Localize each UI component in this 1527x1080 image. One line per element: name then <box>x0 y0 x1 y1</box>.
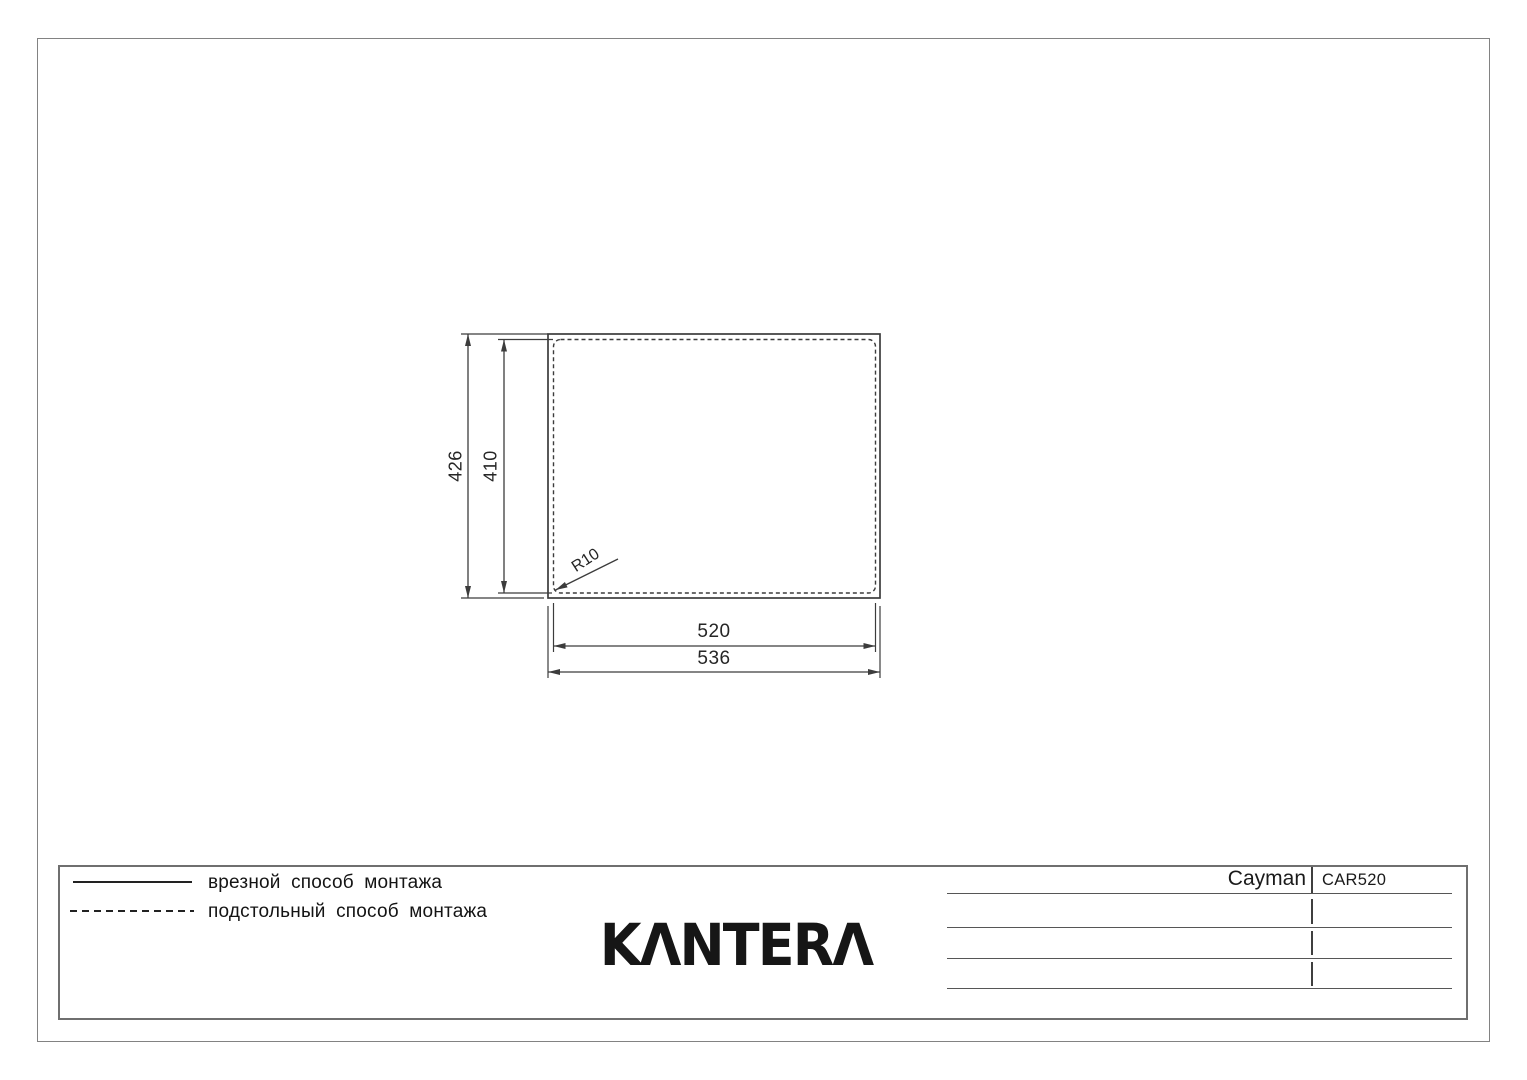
title-block-rule <box>947 893 1452 894</box>
dimension-lines <box>468 334 880 672</box>
title-block-divider <box>1311 931 1313 955</box>
brand-logo: KΛNTERΛ <box>599 911 873 979</box>
sink-cutout-drawing <box>440 320 930 710</box>
title-block-rule <box>947 927 1452 928</box>
legend-solid-line-sample <box>73 881 192 883</box>
dim-label-inner-width: 520 <box>697 621 731 642</box>
legend-label-undermount: подстольный способ монтажа <box>208 901 488 922</box>
dim-label-outer-width: 536 <box>697 648 731 669</box>
dim-label-outer-height: 426 <box>445 450 466 482</box>
title-block-rule <box>947 958 1452 959</box>
title-block-divider <box>1311 962 1313 986</box>
legend-dashed-line-sample <box>70 910 194 912</box>
undermount-outline <box>554 340 876 594</box>
title-block-divider <box>1311 899 1313 924</box>
series-name: Cayman <box>1227 867 1306 890</box>
corner-radius-label: R10 <box>568 545 603 576</box>
legend-label-inset-mount: врезной способ монтажа <box>208 872 443 893</box>
title-block-rule <box>947 988 1452 989</box>
model-number: CAR520 <box>1322 871 1387 889</box>
title-block-divider <box>1311 867 1313 893</box>
dim-label-inner-height: 410 <box>480 450 501 482</box>
extension-lines <box>461 334 880 678</box>
